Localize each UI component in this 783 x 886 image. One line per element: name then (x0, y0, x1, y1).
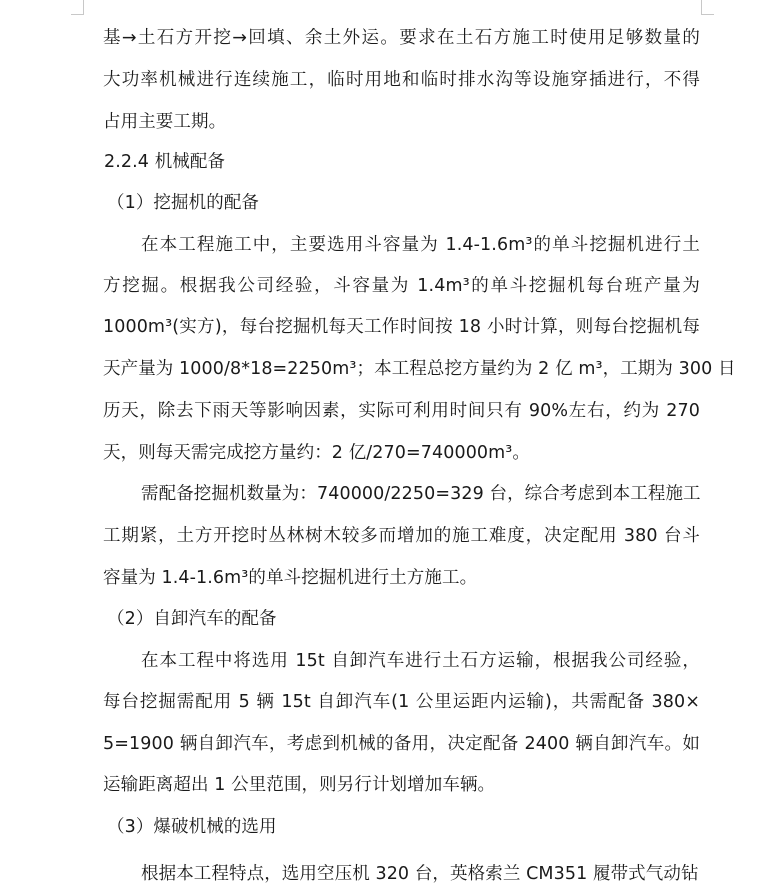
body-text-line: 方挖掘。根据我公司经验，斗容量为 1.4m³的单斗挖掘机每台班产量为 (103, 276, 700, 296)
body-text-line: 容量为 1.4-1.6m³的单斗挖掘机进行土方施工。 (103, 568, 478, 588)
body-text-line-cut (141, 858, 700, 884)
subsection-heading: （3）爆破机械的选用 (107, 817, 277, 837)
body-text-line: 历天，除去下雨天等影响因素，实际可利用时间只有 90%左右，约为 270 (103, 401, 700, 421)
body-text-line: 1000m³(实方)，每台挖掘机每天工作时间按 18 小时计算，则每台挖掘机每 (103, 317, 700, 337)
body-text-line: 5=1900 辆自卸汽车，考虑到机械的备用，决定配备 2400 辆自卸汽车。如 (103, 734, 700, 754)
body-text-line: 工期紧，土方开挖时丛林树木较多而增加的施工难度，决定配用 380 台斗 (103, 526, 700, 546)
body-text-line: 运输距离超出 1 公里范围，则另行计划增加车辆。 (103, 775, 496, 795)
crop-mark-top-left (83, 0, 84, 14)
crop-mark-top-right (701, 0, 702, 14)
body-text-line: 基→土石方开挖→回填、余土外运。要求在土石方施工时使用足够数量的 (103, 28, 700, 48)
subsection-heading: （2）自卸汽车的配备 (107, 609, 277, 629)
subsection-heading: （1）挖掘机的配备 (107, 193, 260, 213)
body-text-line: 大功率机械进行连续施工，临时用地和临时排水沟等设施穿插进行，不得 (103, 70, 700, 90)
body-text-line: 需配备挖掘机数量为：740000/2250=329 台，综合考虑到本工程施工 (141, 484, 701, 504)
body-text-line: 在本工程施工中，主要选用斗容量为 1.4-1.6m³的单斗挖掘机进行土 (141, 235, 700, 255)
crop-mark-top-left-h (71, 14, 84, 15)
body-text-line: 根据本工程特点，选用空压机 320 台，英格索兰 CM351 履带式气动钻 (141, 864, 699, 884)
body-text-line: 天产量为 1000/8*18=2250m³；本工程总挖方量约为 2 亿 m³，工期为 300 日 (103, 359, 736, 379)
crop-mark-top-right-h (701, 14, 714, 15)
body-text-line: 占用主要工期。 (103, 112, 227, 132)
body-text-line: 天，则每天需完成挖方量约：2 亿/270=740000m³。 (103, 443, 531, 463)
body-text-line: 在本工程中将选用 15t 自卸汽车进行土石方运输，根据我公司经验， (141, 651, 700, 671)
body-text-line: 每台挖掘需配用 5 辆 15t 自卸汽车(1 公里运距内运输)，共需配备 380× (103, 692, 700, 712)
section-heading: 2.2.4 机械配备 (104, 152, 226, 172)
